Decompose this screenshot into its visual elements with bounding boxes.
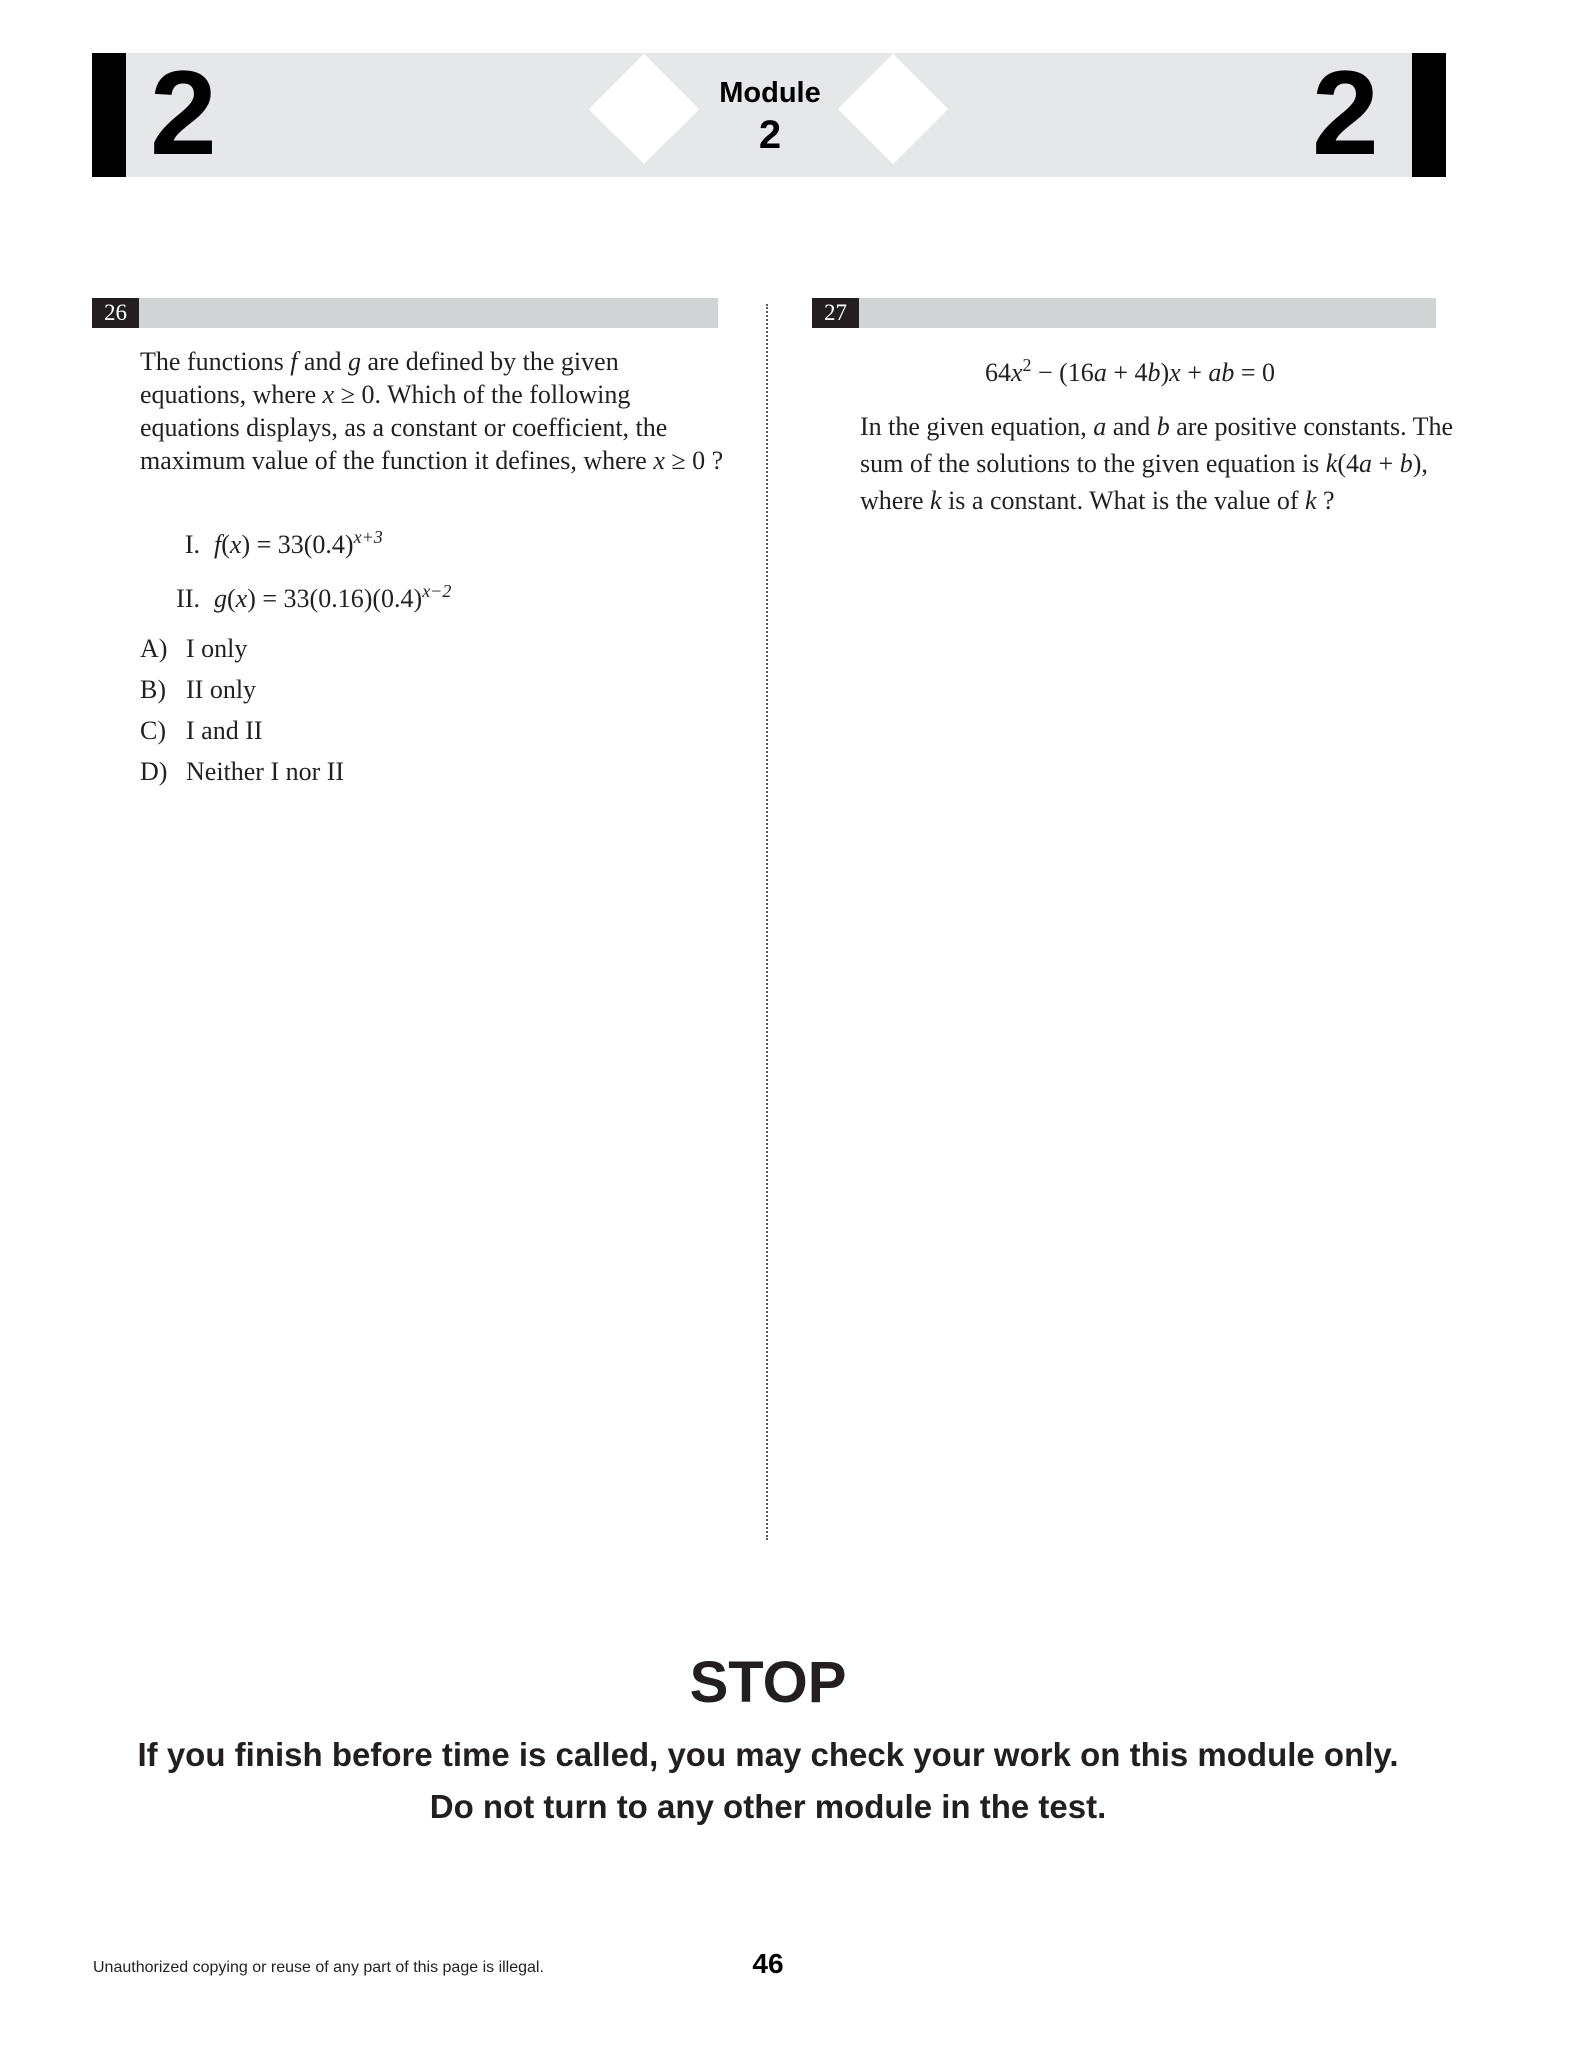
- statement-2: II. $g(x) = 33(0.16)(0.4)^{x-2}$: [176, 581, 452, 613]
- answer-option-d[interactable]: D) Neither I nor II: [140, 757, 345, 786]
- answer-option-c[interactable]: C) I and II: [140, 716, 263, 745]
- question-27-number: 27: [812, 298, 859, 328]
- answer-option-a[interactable]: A) I only: [140, 634, 248, 663]
- header-left-bar: [92, 53, 126, 177]
- stop-heading: STOP: [689, 1650, 847, 1715]
- question-27-equation: $64x^2 - (16a + 4b)x$ + ab = 0: [984, 355, 1276, 387]
- answer-option-b[interactable]: B) II only: [140, 675, 257, 704]
- header-right-bar: [1412, 53, 1446, 177]
- module-number: 2: [758, 113, 782, 157]
- question-26-bar: [92, 298, 718, 328]
- page-number: 46: [752, 1948, 784, 1979]
- stop-instruction-1: If you finish before time is called, you may check your work on this module only.: [137, 1736, 1399, 1773]
- question-27-bar: [812, 298, 1436, 328]
- answer-options: [140, 634, 344, 798]
- question-26-stem: The functions f and g are defined by the given equations, where x ≥ 0. Which of the following equations displays, as a constant or coefficient, the maximum value of the function it defines, where x ≥ 0 ?: [140, 347, 724, 475]
- question-26-number: 26: [92, 298, 139, 328]
- module-label: Module: [719, 77, 821, 109]
- copyright-notice: Unauthorized copying or reuse of any part of this page is illegal.: [93, 1959, 544, 1976]
- section-number-right: 2: [1312, 46, 1379, 180]
- section-number-left: 2: [150, 46, 217, 180]
- statement-1: I. $f(x) = 33(0.4)^{x+3}$: [184, 527, 383, 559]
- stop-instruction-2: Do not turn to any other module in the test.: [429, 1788, 1107, 1825]
- column-divider: [766, 304, 768, 1540]
- question-27-stem: In the given equation, a and b are positive constants. The sum of the solutions to the given equation is k(4a + b), where k is a constant. What is the value of k ?: [860, 412, 1454, 515]
